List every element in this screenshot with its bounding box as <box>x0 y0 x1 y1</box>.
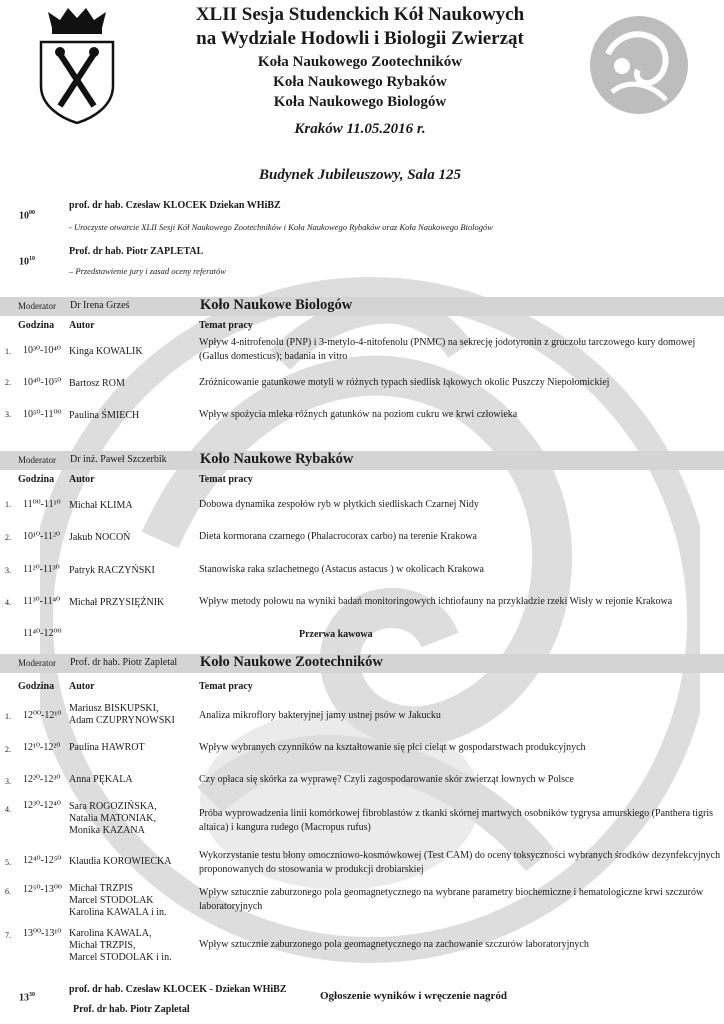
row-number: 4. <box>5 805 11 814</box>
subtitle-zootechnicy: Koła Naukowego Zootechników <box>257 54 463 70</box>
closing-person-1: prof. dr hab. Czesław KLOCEK - Dziekan WHiBZ <box>69 984 287 995</box>
row-number: 3. <box>5 410 11 419</box>
row-number: 2. <box>5 745 11 754</box>
col-godzina: Godzina <box>18 320 55 331</box>
subtitle-rybacy: Koła Naukowego Rybaków <box>273 74 447 90</box>
subtitle-biolodzy: Koła Naukowego Biologów <box>273 94 447 110</box>
row-number: 5. <box>5 858 11 867</box>
row-number: 3. <box>5 777 11 786</box>
row-time: 13⁰⁰-13¹⁰ <box>23 928 62 939</box>
row-author: Michał KLIMA <box>69 500 133 511</box>
moderator-name: Dr Irena Grześ <box>70 300 130 311</box>
row-time: 11³⁰-11⁴⁰ <box>23 596 61 607</box>
section-title: Koło Naukowe Rybaków <box>200 451 354 467</box>
opening-time-2: $10^{10}$ <box>19 256 35 268</box>
section-title: Koło Naukowe Biologów <box>200 297 353 313</box>
opening-person-2: Prof. dr hab. Piotr ZAPLETAL <box>69 246 204 257</box>
row-topic: Wpływ spożycia mleka różnych gatunków na poziom cukru we krwi człowieka <box>199 409 518 420</box>
opening-desc-1: - Uroczyste otwarcie XLII Sesji Kół Naukowego Zootechników i Koła Naukowego Rybaków oraz Koła Naukowego Biologów <box>69 222 493 232</box>
moderator-label: Moderator <box>18 658 56 668</box>
row-author: Kinga KOWALIK <box>69 346 143 357</box>
col-godzina: Godzina <box>18 474 55 485</box>
section-bar-zootechnikow <box>0 654 724 673</box>
row-time: 10³⁰-10⁴⁰ <box>23 345 61 356</box>
col-autor: Autor <box>69 320 95 331</box>
row-time: 10⁵⁰-11⁰⁰ <box>23 409 62 420</box>
row-number: 1. <box>5 347 11 356</box>
row-number: 1. <box>5 500 11 509</box>
row-author: Mariusz BISKUPSKI, Adam CZUPRYNOWSKI <box>69 703 175 726</box>
col-temat: Temat pracy <box>199 474 253 485</box>
row-time: 12²⁰-12³⁰ <box>23 774 61 785</box>
row-topic: Wpływ sztucznie zaburzonego pola geomagnetycznego na wybrane parametry biochemiczne i hematologiczne krwi szczurów laboratoryjnych <box>199 887 704 912</box>
row-author: Paulina ŚMIECH <box>69 410 140 421</box>
row-topic: Wpływ 4-nitrofenolu (PNP) i 3-metylo-4-nitofenolu (PNMC) na sekrecję jodotyronin z gruczołu tarczowego kury domowej (Gallus domesticus); badania in vitro <box>199 337 696 362</box>
section-bar-rybakow <box>0 451 724 470</box>
row-topic: Wpływ wybranych czynników na kształtowanie się płci cieląt w gospodarstwach produkcyjnych <box>199 742 586 753</box>
opening-person-1: prof. dr hab. Czesław KLOCEK Dziekan WHiBZ <box>69 200 281 211</box>
row-number: 2. <box>5 533 11 542</box>
row-time: 12¹⁰-12²⁰ <box>23 742 61 753</box>
faculty-logo-icon <box>588 14 690 116</box>
row-time: 10¹⁰-11²⁰ <box>23 531 60 542</box>
row-number: 2. <box>5 378 11 387</box>
row-number: 4. <box>5 598 11 607</box>
row-author: Paulina HAWROT <box>69 742 145 753</box>
row-time: 11²⁰-11³⁰ <box>23 564 60 575</box>
row-number: 1. <box>5 712 11 721</box>
date-place: Kraków 11.05.2016 r. <box>294 121 426 137</box>
row-topic: Wpływ sztucznie zaburzonego pola geomagnetycznego na zachowanie szczurów laboratoryjnych <box>199 939 589 950</box>
row-topic: Próba wyprowadzenia linii komórkowej fibroblastów z tkanki skórnej martwych osobników tygrysa amurskiego (Panthera tigris altaica) i kangura rudego (Macropus rufus) <box>199 808 714 833</box>
row-number: 6. <box>5 887 11 896</box>
moderator-name: Prof. dr hab. Piotr Zapletal <box>70 657 178 668</box>
row-author: Patryk RACZYŃSKI <box>69 565 155 576</box>
row-topic: Analiza mikroflory bakteryjnej jamy ustnej psów w Jakucku <box>199 710 441 721</box>
row-author: Michał PRZYSIĘŻNIK <box>69 597 165 608</box>
row-author: Jakub NOCOŃ <box>69 532 131 543</box>
col-godzina: Godzina <box>18 681 55 692</box>
row-time: 11⁰⁰-11¹⁰ <box>23 499 61 510</box>
row-topic: Wykorzystanie testu błony omoczniowo-kosmówkowej (Test CAM) do oceny toksyczności wybranych środków dezynfekcyjnych proponowanych do stosowania w produkcji drobiarskiej <box>199 850 721 875</box>
venue: Budynek Jubileuszowy, Sala 125 <box>259 167 461 183</box>
row-topic: Czy opłaca się skórka za wyprawę? Czyli zagospodarowanie skór zwierząt łownych w Polsce <box>199 774 574 785</box>
row-topic: Zróżnicowanie gatunkowe motyli w różnych typach siedlisk łąkowych okolic Puszczy Niepołomickiej <box>199 377 610 388</box>
col-autor: Autor <box>69 474 95 485</box>
break-label: Przerwa kawowa <box>299 629 373 640</box>
section-title: Koło Naukowe Zootechników <box>200 654 383 670</box>
row-topic: Wpływ metody połowu na wyniki badań monitoringowych ichtiofauny na przykładzie rzeki Wisły w rejonie Krakowa <box>199 596 673 607</box>
break-time: 11⁴⁰-12⁰⁰ <box>23 628 62 639</box>
row-number: 7. <box>5 931 11 940</box>
opening-time-1: $10^{00}$ <box>19 210 35 222</box>
moderator-label: Moderator <box>18 455 56 465</box>
title-line-2: na Wydziale Hodowli i Biologii Zwierząt <box>196 28 524 49</box>
row-time: 12⁰⁰-12¹⁰ <box>23 710 62 721</box>
col-temat: Temat pracy <box>199 681 253 692</box>
opening-desc-2: – Przedstawienie jury i zasad oceny referatów <box>69 266 226 276</box>
row-number: 3. <box>5 566 11 575</box>
row-author: Bartosz ROM <box>69 378 125 389</box>
row-author: Karolina KAWALA, Michał TRZPIS, Marcel STODOLAK i in. <box>69 928 172 963</box>
crest-icon <box>38 6 116 124</box>
closing-label: Ogłoszenie wyników i wręczenie nagród <box>320 990 507 1002</box>
col-temat: Temat pracy <box>199 320 253 331</box>
row-author: Michał TRZPIS Marcel STODOLAK Karolina KAWALA i in. <box>69 883 167 918</box>
row-topic: Dieta kormorana czarnego (Phalacrocorax carbo) na terenie Krakowa <box>199 531 477 542</box>
row-topic: Stanowiska raka szlachetnego (Astacus astacus ) w okolicach Krakowa <box>199 564 484 575</box>
row-time: 12⁵⁰-13⁰⁰ <box>23 884 62 895</box>
closing-time: $13^{30}$ <box>19 992 35 1004</box>
col-autor: Autor <box>69 681 95 692</box>
moderator-name: Dr inż. Paweł Szczerbik <box>70 454 167 465</box>
row-time: 12⁴⁰-12⁵⁰ <box>23 855 62 866</box>
row-author: Klaudia KOROWIECKA <box>69 856 172 867</box>
section-bar-biologow <box>0 297 724 316</box>
row-author: Anna PĘKALA <box>69 774 133 785</box>
row-author: Sara ROGOZIŃSKA, Natalia MATONIAK, Monika KAZANA <box>69 801 157 836</box>
row-time: 12³⁰-12⁴⁰ <box>23 800 61 811</box>
row-time: 10⁴⁰-10⁵⁰ <box>23 377 62 388</box>
closing-person-2: Prof. dr hab. Piotr Zapletal <box>73 1004 190 1015</box>
title-line-1: XLII Sesja Studenckich Kół Naukowych <box>195 4 525 25</box>
moderator-label: Moderator <box>18 301 56 311</box>
row-topic: Dobowa dynamika zespołów ryb w płytkich siedliskach Czarnej Nidy <box>199 499 479 510</box>
